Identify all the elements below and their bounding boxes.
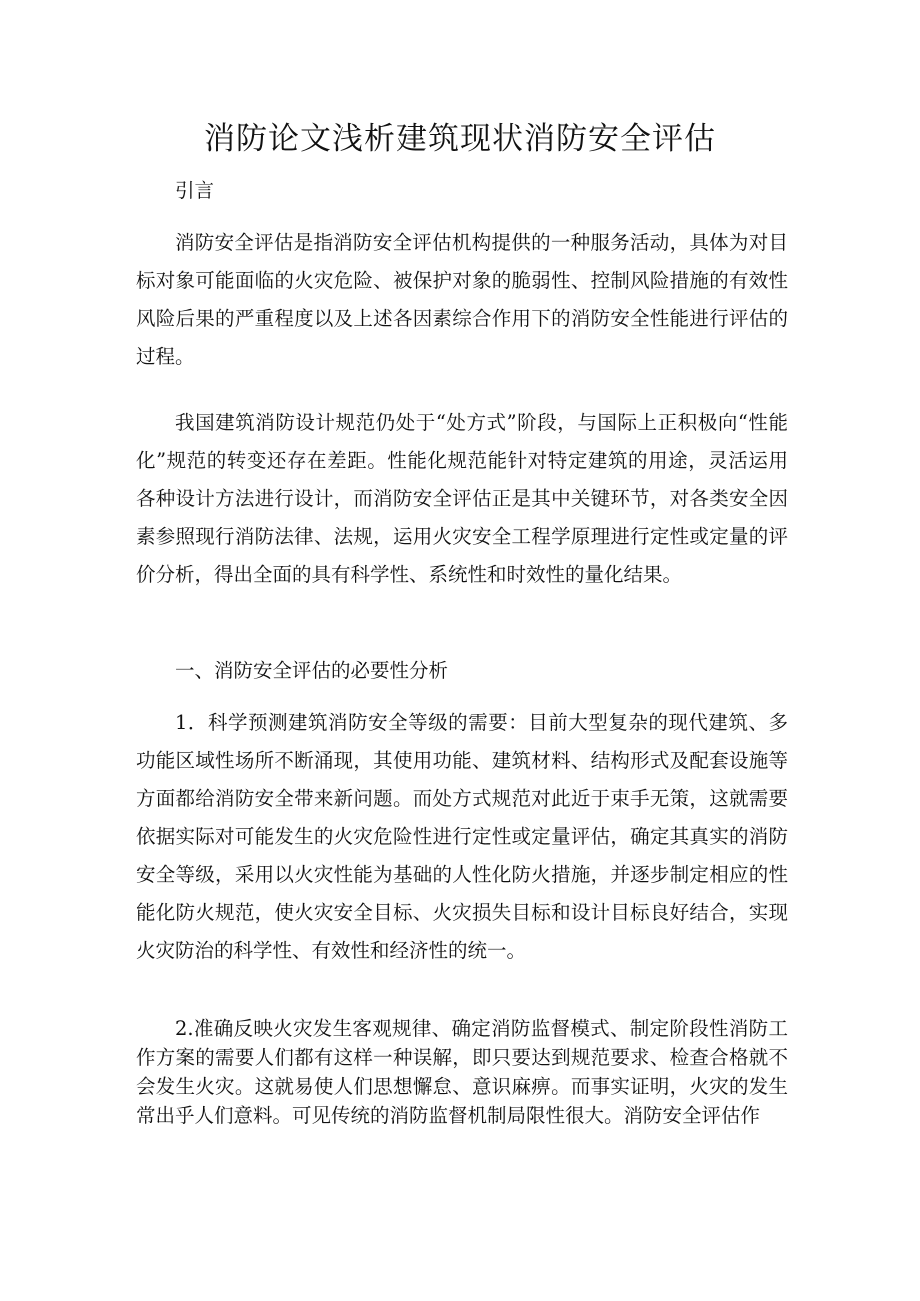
document-title: 消防论文浅析建筑现状消防安全评估 xyxy=(204,121,716,157)
paragraph-introduction-heading: 引言 xyxy=(175,179,215,202)
paragraph-point-2: 2.准确反映火灾发生客观规律、确定消防监督模式、制定阶段性消防工作方案的需要人们都有这样一种误解，即只要达到规范要求、检查合格就不会发生火灾。这就易使人们思想懈怠、意识麻痹。而事实证明，火灾的发生常出乎人们意料。可见传统的消防监督机制局限性很大。消防安全评估作 xyxy=(136,1017,788,1127)
paragraph-point-1: 1．科学预测建筑消防安全等级的需要：目前大型复杂的现代建筑、多功能区域性场所不断涌现，其使用功能、建筑材料、结构形式及配套设施等方面都给消防安全带来新问题。而处方式规范对此近于束手无策，这就需要依据实际对可能发生的火灾危险性进行定性或定量评估，确定其真实的消防安全等级，采用以火灾性能为基础的人性化防火措施，并逐步制定相应的性能化防火规范，使火灾安全目标、火灾损失目标和设计目标良好结合，实现火灾防治的科学性、有效性和经济性的统一。 xyxy=(136,711,788,962)
paragraph-definition: 消防安全评估是指消防安全评估机构提供的一种服务活动，具体为对目标对象可能面临的火灾危险、被保护对象的脆弱性、控制风险措施的有效性风险后果的严重程度以及上述各因素综合作用下的消防安全性能进行评估的过程。 xyxy=(136,231,788,368)
paragraph-background: 我国建筑消防设计规范仍处于“处方式”阶段，与国际上正积极向“性能化”规范的转变还存在差距。性能化规范能针对特定建筑的用途，灵活运用各种设计方法进行设计，而消防安全评估正是其中关键环节，对各类安全因素参照现行消防法律、法规，运用火灾安全工程学原理进行定性或定量的评价分析，得出全面的具有科学性、系统性和时效性的量化结果。 xyxy=(136,411,788,586)
section-heading-necessity: 一、消防安全评估的必要性分析 xyxy=(175,659,449,682)
